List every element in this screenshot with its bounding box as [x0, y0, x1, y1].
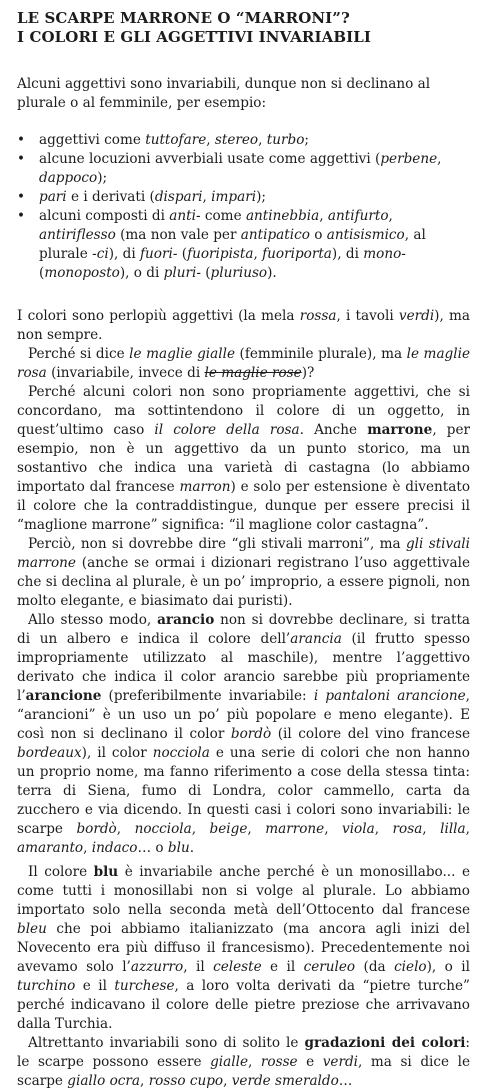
italic-term: le maglie rose [204, 365, 302, 381]
text-run: o [309, 227, 327, 243]
italic-term: verdi [322, 1054, 359, 1070]
text-run: … [338, 1073, 353, 1089]
italic-term: turchese [114, 978, 175, 994]
italic-term: rosso cupo [148, 1073, 224, 1089]
text-run: , “arancioni” è un uso un po’ più popolare e meno elegante). E così non si declinano il color [17, 688, 470, 742]
bullet-icon: • [17, 132, 26, 148]
text-run: , per esempio, non è un aggettivo da un punto storico, ma un sostantivo che indica una varietà di castagna (lo abbiamo importato dal francese [17, 422, 471, 495]
text-run: alcune locuzioni avverbiali usate come aggettivi ( [39, 151, 381, 167]
italic-term: bordeaux [17, 745, 82, 761]
text-run: , [202, 189, 212, 205]
italic-term: pluri- [163, 265, 201, 281]
title-line-2: I COLORI E GLI AGGETTIVI INVARIABILI [17, 28, 372, 46]
text-run: (preferibilmente invariabile: [101, 688, 314, 704]
italic-term: nocciola [134, 821, 192, 837]
italic-term: pari [39, 189, 67, 205]
italic-term: anti- [169, 208, 201, 224]
body-paragraph [17, 345, 470, 383]
text-run: , ma si dice le scarpe [17, 1054, 470, 1089]
text-run: ); [256, 189, 266, 205]
italic-term: nocciola [152, 745, 210, 761]
italic-term: impari [211, 189, 257, 205]
italic-term: dispari [154, 189, 203, 205]
italic-term: le maglie gialle [129, 346, 235, 362]
text-run: ), o il [426, 959, 470, 975]
italic-term: ceruleo [303, 959, 356, 975]
italic-term: fuoriporta [262, 246, 332, 262]
italic-term: turchino [17, 978, 76, 994]
text-run: Perché alcuni colori non sono propriamente aggettivi, che si concordano, ma sottintendono il colore di un oggetto, in quest’ultimo caso [17, 384, 470, 438]
bold-term: blu [93, 864, 119, 880]
italic-term [205, 365, 302, 381]
text-run: , al plurale [39, 227, 426, 262]
italic-term: azzurro [130, 959, 184, 975]
italic-term: il colore della rosa [154, 422, 300, 438]
italic-term: antisismico [326, 227, 405, 243]
text-run: , [247, 821, 266, 837]
text-run: , [191, 821, 210, 837]
body-paragraph [17, 307, 470, 345]
article-title [17, 0, 470, 47]
text-run: , [223, 1073, 232, 1089]
italic-term: lilla [440, 821, 466, 837]
text-run: è invariabile anche perché è un monosillabo... e come tutti i monosillabi non si volge al plurale. Lo abbiamo importato solo nella seconda metà dell’Ottocento dal francese [17, 864, 470, 918]
text-run: aggettivi come [39, 132, 146, 148]
italic-term: mono- [363, 246, 406, 262]
text-run: (il frutto spesso impropriamente utilizzato al maschile), mentre l’aggettivo derivato che indica il color arancio sarebbe più propriamente l’ [17, 631, 471, 704]
text-run: e i derivati ( [66, 189, 155, 205]
italic-term: le maglie rosa [17, 346, 470, 381]
text-run: . [189, 840, 195, 856]
italic-term: amaranto [17, 840, 84, 856]
text-run: ), di [331, 246, 364, 262]
text-run: che poi abbiamo italianizzato (ma ancora agli inizi del Novecento era più diffuso il francesismo). Precedentemente noi avevamo solo l’ [17, 921, 470, 975]
text-run: , i tavoli [336, 308, 399, 324]
text-run: , [319, 208, 328, 224]
bold-term: arancio [157, 612, 215, 628]
text-run: ), ma non sempre. [17, 308, 471, 343]
text-run: alcuni composti di [39, 208, 170, 224]
list-item [17, 207, 470, 283]
text-run: ( [200, 265, 211, 281]
text-run: ), o di [119, 265, 164, 281]
text-run: , a loro volta derivati da “pietre turche” perché indicavano il colore delle pietre preziose che arrivavano dalla Turchia. [17, 978, 470, 1032]
italic-term: monoposto [44, 265, 120, 281]
text-run: , il [183, 959, 214, 975]
list-item [17, 150, 470, 188]
text-run: e una serie di colori che non hanno un proprio nome, ma fanno riferimento a cose della stessa tinta: terra di Siena, fumo di Londra, color cammello, carta da zucchero e via dicendo. In questi casi i colori sono invariabili: le scarpe [17, 745, 470, 837]
italic-term: -ci [92, 246, 109, 262]
italic-term: antiriflesso [39, 227, 116, 243]
body-paragraph [17, 535, 470, 611]
text-run: I colori sono perlopiù aggettivi (la mela [17, 308, 300, 324]
italic-term: bordò [76, 821, 117, 837]
italic-term: verdi [398, 308, 435, 324]
text-run: , [116, 821, 135, 837]
text-run: , [258, 132, 267, 148]
text-run: (il colore del vino francese [271, 726, 470, 742]
text-run: , [422, 821, 441, 837]
text-run: come [200, 208, 246, 224]
text-run: e [297, 1054, 323, 1070]
italic-term: pluriuso [210, 265, 268, 281]
list-item [17, 131, 470, 150]
italic-term: stereo [214, 132, 259, 148]
text-run: . Anche [299, 422, 368, 438]
text-run: ), di [108, 246, 141, 262]
title-line-1: LE SCARPE MARRONE O “MARRONI”? [17, 9, 350, 27]
text-run: : le scarpe possono essere [17, 1035, 470, 1070]
italic-term: bordò [230, 726, 272, 742]
text-run: Perché si dice [28, 346, 130, 362]
bold-term: marrone [367, 422, 433, 438]
italic-term: antipatico [240, 227, 310, 243]
italic-term: marrone [265, 821, 325, 837]
italic-term: fuori- [140, 246, 178, 262]
italic-term: i pantaloni arancione [313, 688, 466, 704]
text-run: (femminile plurale), ma [235, 346, 407, 362]
italic-term: rosse [260, 1054, 298, 1070]
text-run: )? [301, 365, 315, 381]
text-run: e il [261, 959, 304, 975]
intro-paragraph: Alcuni aggettivi sono invariabili, dunque non si declinano al plurale o al femminile, per esempio: [17, 76, 431, 111]
italic-term: antifurto [327, 208, 389, 224]
body-paragraph [17, 611, 470, 858]
text-run: , [437, 151, 442, 167]
bullet-icon: • [17, 208, 26, 224]
body-paragraph [17, 1034, 470, 1091]
italic-term: rosa [392, 821, 423, 837]
italic-term: bleu [17, 921, 47, 937]
italic-term: cielo [394, 959, 427, 975]
italic-term: arancia [290, 631, 342, 647]
text-run: (ma non vale per [115, 227, 241, 243]
text-run: ); [97, 170, 108, 186]
text-run: , [253, 246, 263, 262]
italic-term: rossa [299, 308, 337, 324]
italic-term: antinebbia [245, 208, 320, 224]
text-run: ), il color [81, 745, 153, 761]
text-run: … o [137, 840, 168, 856]
text-run: (invariabile, invece di [46, 365, 205, 381]
italic-term: blu [167, 840, 190, 856]
text-run: , [248, 1054, 261, 1070]
italic-term: marron [179, 479, 231, 495]
italic-term: perbene [380, 151, 438, 167]
italic-term: gli stivali marrone [17, 536, 470, 571]
bullet-icon: • [17, 151, 26, 167]
text-run: Allo stesso modo, [28, 612, 158, 628]
text-run: ( [177, 246, 188, 262]
italic-term: turbo [266, 132, 305, 148]
italic-term: gialle [210, 1054, 249, 1070]
italic-term: beige [209, 821, 248, 837]
italic-term: viola [342, 821, 375, 837]
text-run: ; [304, 132, 309, 148]
text-run: Il colore [28, 864, 94, 880]
text-run: , [83, 840, 92, 856]
text-run: , [140, 1073, 149, 1089]
invariable-adjectives-list [17, 131, 470, 283]
text-run: Altrettanto invariabili sono di solito le [28, 1035, 305, 1051]
text-run: ) e solo per estensione è diventato il colore che la contraddistingue, dunque per essere precisi il “maglione marrone” significa: “il maglione color castagna”. [17, 479, 471, 533]
text-run: (da [355, 959, 395, 975]
italic-term: giallo ocra [67, 1073, 141, 1089]
italic-term: indaco [91, 840, 138, 856]
bold-term: gradazioni dei colori [304, 1035, 466, 1051]
text-run: , [465, 821, 470, 837]
text-run: ( [39, 265, 45, 281]
body-paragraph [17, 383, 470, 535]
text-run: , [388, 208, 393, 224]
text-run: , [374, 821, 393, 837]
text-run: (anche se ormai i dizionari registrano l’uso aggettivale che si declina al plurale, è un po’ improprio, a essere pignoli, non molto elegante, e biasimato dai puristi). [17, 555, 470, 609]
text-run: , [324, 821, 343, 837]
italic-term: verde smeraldo [231, 1073, 339, 1089]
text-run: non si dovrebbe declinare, si tratta di un albero e indica il colore dell’ [17, 612, 471, 647]
italic-term: celeste [213, 959, 262, 975]
article-body [17, 307, 470, 1091]
list-item [17, 188, 470, 207]
italic-term: tuttofare [145, 132, 207, 148]
text-run: , [206, 132, 215, 148]
body-paragraph [17, 863, 470, 1034]
text-run: e il [75, 978, 115, 994]
bold-term: arancione [25, 688, 102, 704]
bullet-icon: • [17, 189, 26, 205]
italic-term: fuoripista [187, 246, 254, 262]
italic-term: dappoco [39, 170, 98, 186]
text-run: Perciò, non si dovrebbe dire “gli stivali marroni”, ma [28, 536, 406, 552]
text-run: ). [267, 265, 277, 281]
